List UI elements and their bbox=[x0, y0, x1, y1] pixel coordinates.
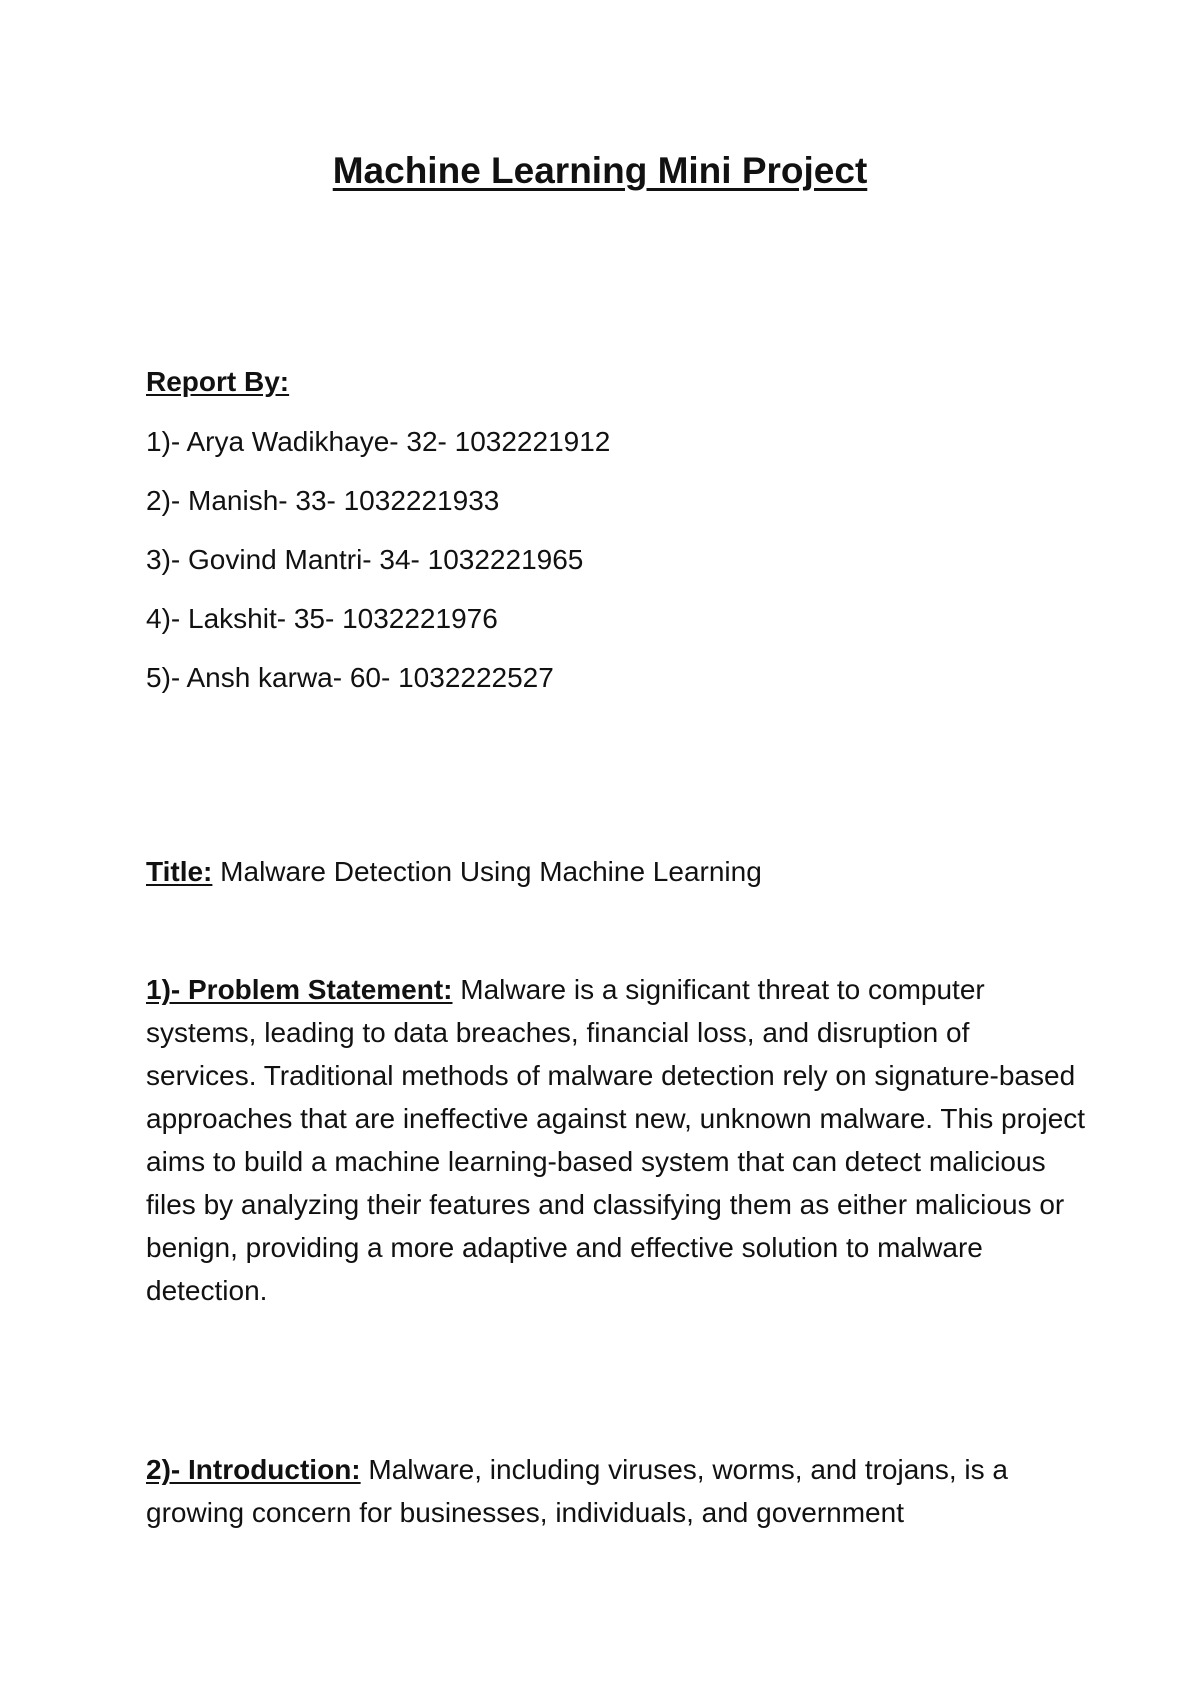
project-title-line bbox=[146, 850, 1086, 893]
introduction-section bbox=[146, 1448, 1086, 1534]
introduction-label: 2)- Introduction: bbox=[146, 1454, 361, 1485]
project-title-label: Title: bbox=[146, 856, 213, 887]
report-by-label: Report By: bbox=[146, 366, 290, 397]
problem-statement-section bbox=[146, 968, 1086, 1312]
report-by-heading bbox=[146, 360, 1086, 403]
member-item: 1)- Arya Wadikhaye- 32- 1032221912 bbox=[146, 426, 611, 457]
member-item: 2)- Manish- 33- 1032221933 bbox=[146, 485, 500, 516]
member-list bbox=[146, 420, 610, 715]
project-title-text: Malware Detection Using Machine Learning bbox=[212, 856, 762, 887]
problem-statement-text: Malware is a significant threat to computer systems, leading to data breaches, financial loss, and disruption of services. Traditional methods of malware detection rely on signature-based approaches that are ineffective against new, unknown malware. This project aims to build a machine learning-based system that can detect malicious files by analyzing their features and classifying them as either malicious or benign, providing a more adaptive and effective solution to malware detection. bbox=[146, 974, 1086, 1306]
member-item: 4)- Lakshit- 35- 1032221976 bbox=[146, 603, 498, 634]
document-title: Machine Learning Mini Project bbox=[332, 150, 868, 191]
problem-statement-label: 1)- Problem Statement: bbox=[146, 974, 453, 1005]
member-item: 5)- Ansh karwa- 60- 1032222527 bbox=[146, 662, 554, 693]
introduction-text: Malware, including viruses, worms, and trojans, is a growing concern for businesses, individuals, and government bbox=[146, 1454, 1008, 1528]
member-item: 3)- Govind Mantri- 34- 1032221965 bbox=[146, 544, 584, 575]
